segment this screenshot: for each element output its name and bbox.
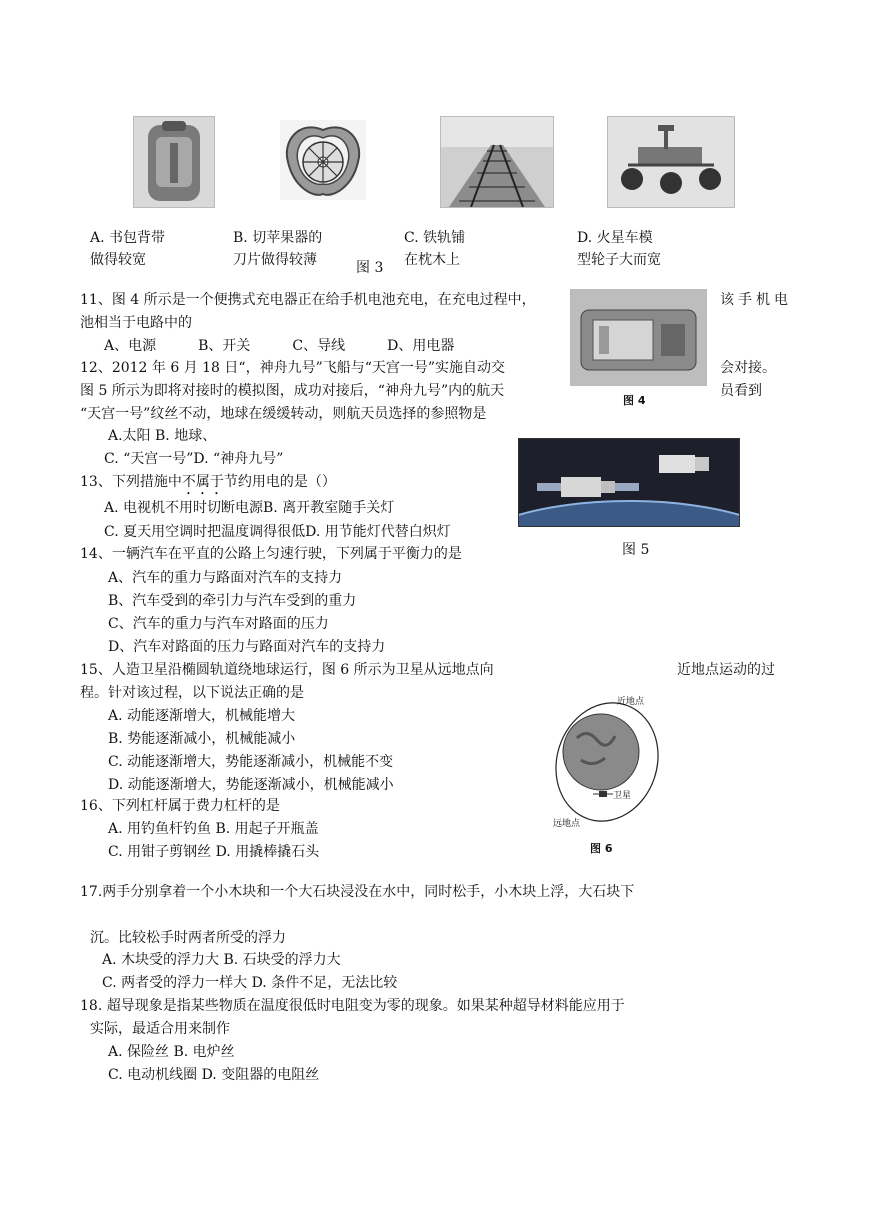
q17-stem-line1: 17.两手分别拿着一个小木块和一个大石块浸没在水中，同时松手，小木块上浮，大石块下 bbox=[80, 884, 635, 900]
q11-stem-left: 11、图 4 所示是一个便携式充电器正在给手机电池充电，在充电过程中， bbox=[80, 292, 536, 308]
q18-stem-line1: 18. 超导现象是指某些物质在温度很低时电阻变为零的现象。如果某种超导材料能应用于 bbox=[80, 998, 625, 1014]
q12-line1-left: 12、2012 年 6 月 18 日“，神舟九号”飞船与“天宫一号”实施自动交 bbox=[80, 360, 506, 376]
q17-options-ab: A. 木块受的浮力大 B. 石块受的浮力大 bbox=[102, 952, 341, 968]
q14-option-a: A、汽车的重力与路面对汽车的支持力 bbox=[108, 570, 343, 586]
apple-slicer-icon bbox=[280, 120, 366, 200]
q15-stem-line2: 程。针对该过程，以下说法正确的是 bbox=[80, 685, 304, 701]
q18-options-cd: C. 电动机线圈 D. 变阻器的电阻丝 bbox=[108, 1067, 320, 1083]
q14-option-b: B、汽车受到的牵引力与汽车受到的重力 bbox=[108, 593, 357, 609]
fig3-option-b-line1: B. 切苹果器的 bbox=[233, 230, 323, 246]
q13-stem-post: 节约用电的是（） bbox=[223, 474, 336, 490]
q13-options-cd: C. 夏天用空调时把温度调得很低D. 用节能灯代替白炽灯 bbox=[104, 524, 451, 540]
q12-line2-left: 图 5 所示为即将对接时的模拟图，成功对接后，“神舟九号”内的航天 bbox=[80, 383, 505, 399]
q12-options-ab: A.太阳 B. 地球、 bbox=[108, 428, 217, 444]
mars-rover-image bbox=[607, 116, 735, 208]
fig3-option-a-line2: 做得较宽 bbox=[90, 252, 146, 268]
fig3-option-b-line2: 刀片做得较薄 bbox=[233, 252, 317, 268]
charger-icon bbox=[571, 290, 706, 385]
spacecraft-docking-icon bbox=[519, 439, 739, 526]
q13-stem bbox=[80, 474, 336, 498]
q12-line1-right: 会对接。 bbox=[720, 360, 776, 376]
fig4-label: 图 4 bbox=[623, 394, 646, 407]
railway-track-icon bbox=[441, 117, 553, 207]
fig6-satellite-label: 卫星 bbox=[613, 791, 632, 801]
q11-stem-line2: 池相当于电路中的 bbox=[80, 315, 192, 331]
q12-line2-right: 员看到 bbox=[720, 383, 762, 399]
backpack-image bbox=[133, 116, 215, 208]
q17-options-cd: C. 两者受的浮力一样大 D. 条件不足，无法比较 bbox=[102, 975, 398, 991]
q18-stem-line2: 实际，最适合用来制作 bbox=[90, 1021, 230, 1037]
q14-option-d: D、汽车对路面的压力与路面对汽车的支持力 bbox=[108, 639, 386, 655]
q15-stem-left: 15、人造卫星沿椭圆轨道绕地球运行，图 6 所示为卫星从远地点向 bbox=[80, 662, 494, 678]
q13-stem-pre: 13、下列措施中 bbox=[80, 474, 182, 490]
fig6-apogee-label: 远地点 bbox=[553, 819, 581, 829]
fig3-option-d-line2: 型轮子大而宽 bbox=[577, 252, 661, 268]
q13-stem-emphasis: 不属于 bbox=[181, 474, 224, 490]
mars-rover-icon bbox=[608, 117, 734, 207]
q16-options-cd: C. 用钳子剪钢丝 D. 用撬棒撬石头 bbox=[108, 844, 320, 860]
fig6-label: 图 6 bbox=[590, 842, 613, 855]
q15-option-d: D. 动能逐渐增大，势能逐渐减小，机械能减小 bbox=[108, 777, 394, 793]
fig3-option-c-line2: 在枕木上 bbox=[404, 252, 460, 268]
fig5-label: 图 5 bbox=[622, 542, 650, 558]
fig3-option-a-line1: A. 书包背带 bbox=[90, 230, 166, 246]
q14-stem: 14、一辆汽车在平直的公路上匀速行驶，下列属于平衡力的是 bbox=[80, 546, 462, 562]
q17-stem-line2: 沉。比较松手时两者所受的浮力 bbox=[90, 930, 286, 946]
q16-stem: 16、下列杠杆属于费力杠杆的是 bbox=[80, 798, 280, 814]
q15-option-c: C. 动能逐渐增大，势能逐渐减小，机械能不变 bbox=[108, 754, 394, 770]
q12-options-cd: C. “天宫一号”D. “神舟九号” bbox=[104, 451, 284, 467]
railway-track-image bbox=[440, 116, 554, 208]
backpack-icon bbox=[134, 117, 214, 207]
fig4-charger-image bbox=[570, 289, 707, 386]
fig3-caption: 图 3 bbox=[356, 260, 384, 276]
q15-stem-right: 近地点运动的过 bbox=[677, 662, 775, 678]
q12-line3: “天宫一号”纹丝不动，地球在缓缓转动，则航天员选择的参照物是 bbox=[80, 406, 487, 422]
q18-options-ab: A. 保险丝 B. 电炉丝 bbox=[108, 1044, 235, 1060]
fig5-docking-image bbox=[518, 438, 740, 527]
fig6-orbit-figure bbox=[545, 690, 675, 830]
q15-option-b: B. 势能逐渐减小，机械能减小 bbox=[108, 731, 296, 747]
orbit-diagram-icon bbox=[545, 690, 675, 830]
fig6-perigee-label: 近地点 bbox=[617, 697, 645, 707]
fig3-option-c-line1: C. 铁轨铺 bbox=[404, 230, 466, 246]
q16-options-ab: A. 用钓鱼杆钓鱼 B. 用起子开瓶盖 bbox=[108, 821, 319, 837]
q15-option-a: A. 动能逐渐增大，机械能增大 bbox=[108, 708, 296, 724]
q13-options-ab: A. 电视机不用时切断电源B. 离开教室随手关灯 bbox=[104, 500, 395, 516]
q11-stem-right: 该手机电 bbox=[720, 292, 792, 308]
fig3-option-d-line1: D. 火星车模 bbox=[577, 230, 653, 246]
q11-options: A、电源 B、开关 C、导线 D、用电器 bbox=[104, 338, 455, 354]
q14-option-c: C、汽车的重力与汽车对路面的压力 bbox=[108, 616, 329, 632]
apple-slicer-image bbox=[280, 120, 366, 200]
